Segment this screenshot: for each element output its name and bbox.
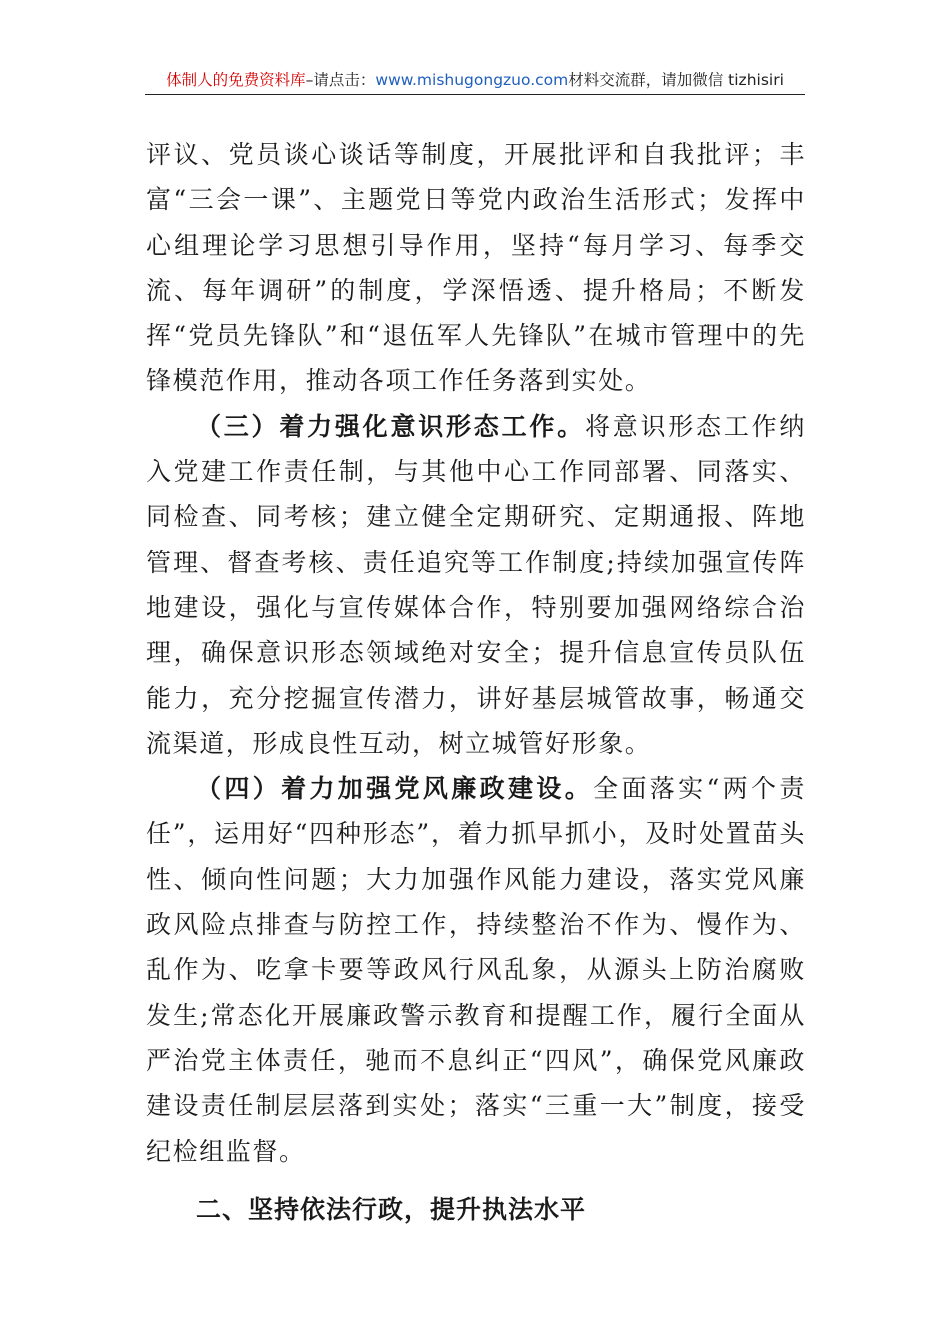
document-body xyxy=(146,132,806,1232)
paragraph-ideology-text: 将意识形态工作纳入党建工作责任制，与其他中心工作同部署、同落实、同检查、同考核；建立健全定期研究、定期通报、阵地管理、督查考核、责任追究等工作制度;持续加强宣传阵地建设，强化与宣传媒体合作，特别要加强网络综合治理，确保意识形态领域绝对安全；提升信息宣传员队伍能力，充分挖掘宣传潜力，讲好基层城管故事，畅通交流渠道，形成良性互动，树立城管好形象。 xyxy=(146,411,806,758)
paragraph-integrity-lead: （四）着力加强党风廉政建设。 xyxy=(196,774,594,804)
page-header xyxy=(145,66,805,95)
header-site-name: 体制人的免费资料库 xyxy=(166,71,306,89)
paragraph-ideology-lead: （三）着力强化意识形态工作。 xyxy=(196,411,585,441)
paragraph-integrity-text: 全面落实“两个责任”，运用好“四种形态”，着力抓早抓小，及时处置苗头性、倾向性问题；大力加强作风能力建设，落实党风廉政风险点排查与防控工作，持续整治不作为、慢作为、乱作为、吃拿卡要等政风行风乱象，从源头上防治腐败发生;常态化开展廉政警示教育和提醒工作，履行全面从严治党主体责任，驰而不息纠正“四风”，确保党风廉政建设责任制层层落到实处；落实“三重一大”制度，接受纪检组监督。 xyxy=(146,774,806,1166)
paragraph-continued: 评议、党员谈心谈话等制度，开展批评和自我批评；丰富“三会一课”、主题党日等党内政治生活形式；发挥中心组理论学习思想引导作用，坚持“每月学习、每季交流、每年调研”的制度，学深悟透、提升格局；不断发挥“党员先锋队”和“退伍军人先锋队”在城市管理中的先锋模范作用，推动各项工作任务落到实处。 xyxy=(146,140,806,396)
paragraph-ideology xyxy=(146,404,806,766)
header-tail: 材料交流群，请加微信 tizhisiri xyxy=(568,71,784,89)
header-url-link[interactable]: www.mishugongzuo.com xyxy=(375,71,569,89)
section-heading: 二、坚持依法行政，提升执法水平 xyxy=(196,1194,587,1224)
header-prompt: –请点击： xyxy=(305,71,376,89)
paragraph-integrity xyxy=(146,766,806,1174)
